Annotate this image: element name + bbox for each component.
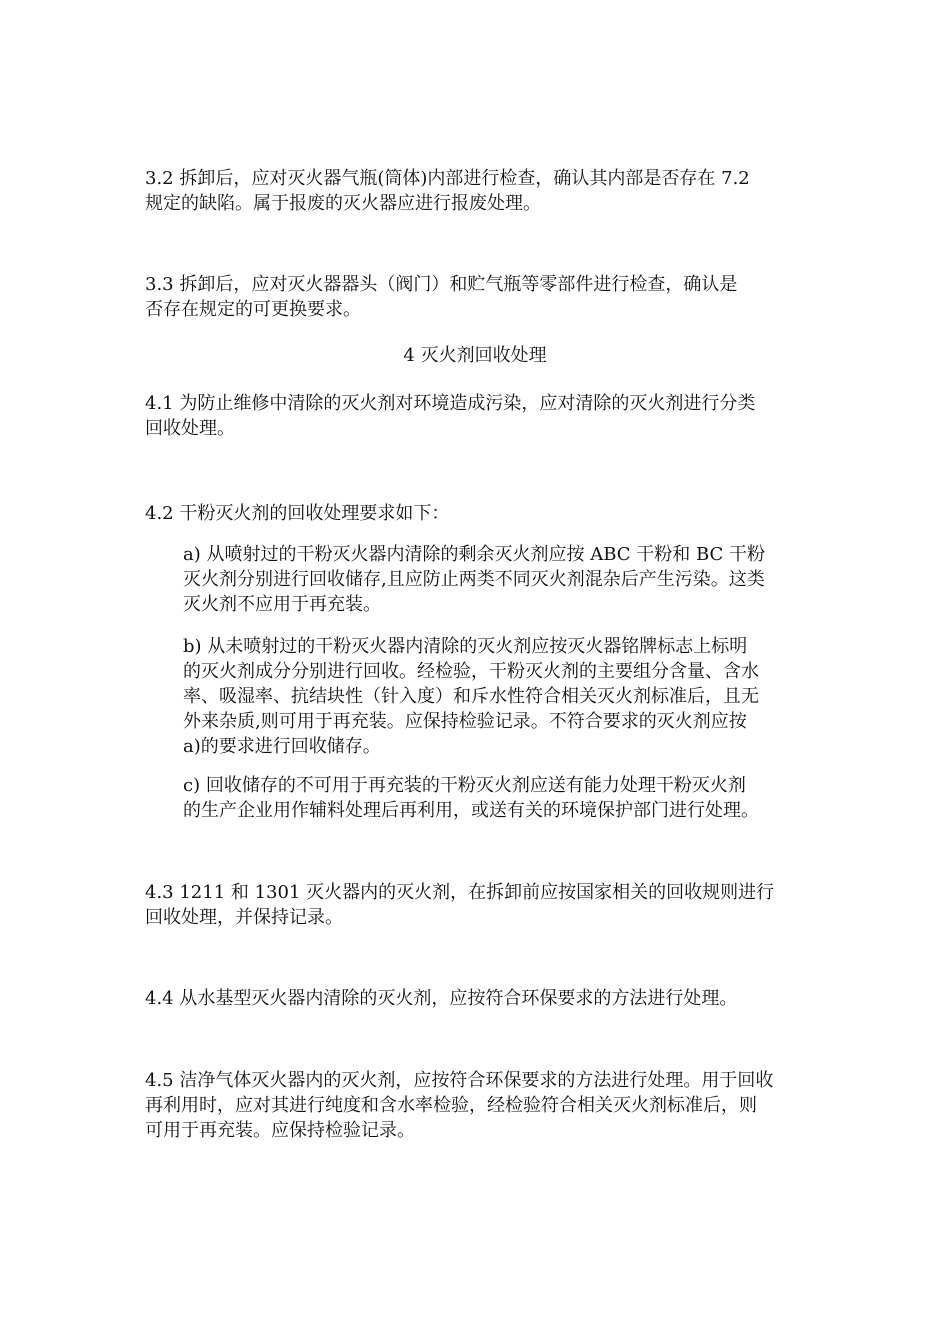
paragraph-4-4: 4.4 从水基型灭火器内清除的灭火剂，应按符合环保要求的方法进行处理。 (145, 988, 738, 1009)
paragraph-4-1: 4.1 为防止维修中清除的灭火剂对环境造成污染，应对清除的灭火剂进行分类 回收处理。 (145, 393, 756, 439)
paragraph-4-3: 4.3 1211 和 1301 灭火器内的灭火剂，在拆卸前应按国家相关的回收规则进行 回收处理，并保持记录。 (145, 882, 775, 928)
paragraph-4-2-a: a) 从喷射过的干粉灭火器内清除的剩余灭火剂应按 ABC 干粉和 BC 干粉 灭火剂分别进行回收储存,且应防止两类不同灭火剂混杂后产生污染。这类 灭火剂不应用于再充装。 (183, 544, 766, 615)
paragraph-4-2: 4.2 干粉灭火剂的回收处理要求如下： (145, 503, 450, 524)
paragraph-3-2: 3.2 拆卸后，应对灭火器气瓶(筒体)内部进行检查，确认其内部是否存在 7.2 规定的缺陷。属于报废的灭火器应进行报废处理。 (145, 168, 750, 214)
paragraph-4-2-c: c) 回收储存的不可用于再充装的干粉灭火剂应送有能力处理干粉灭火剂 的生产企业用作辅料处理后再利用，或送有关的环境保护部门进行处理。 (183, 775, 759, 821)
paragraph-4-5: 4.5 洁净气体灭火器内的灭火剂，应按符合环保要求的方法进行处理。用于回收 再利用时，应对其进行纯度和含水率检验，经检验符合相关灭火剂标准后，则 可用于再充装。应保持检验记录。 (145, 1070, 774, 1141)
paragraph-3-3: 3.3 拆卸后，应对灭火器器头（阀门）和贮气瓶等零部件进行检查，确认是 否存在规定的可更换要求。 (145, 274, 738, 320)
paragraph-4-2-b: b) 从未喷射过的干粉灭火器内清除的灭火剂应按灭火器铭牌标志上标明 的灭火剂成分分别进行回收。经检验，干粉灭火剂的主要组分含量、含水 率、吸湿率、抗结块性（针入度）和斥水性符合相关灭火剂标准后，且无 外来杂质,则可用于再充装。应保持检验记录。不符合要求的灭火剂应按 a)的要求进行回收储存。 (183, 636, 759, 757)
section-4-heading: 4 灭火剂回收处理 (403, 345, 547, 366)
